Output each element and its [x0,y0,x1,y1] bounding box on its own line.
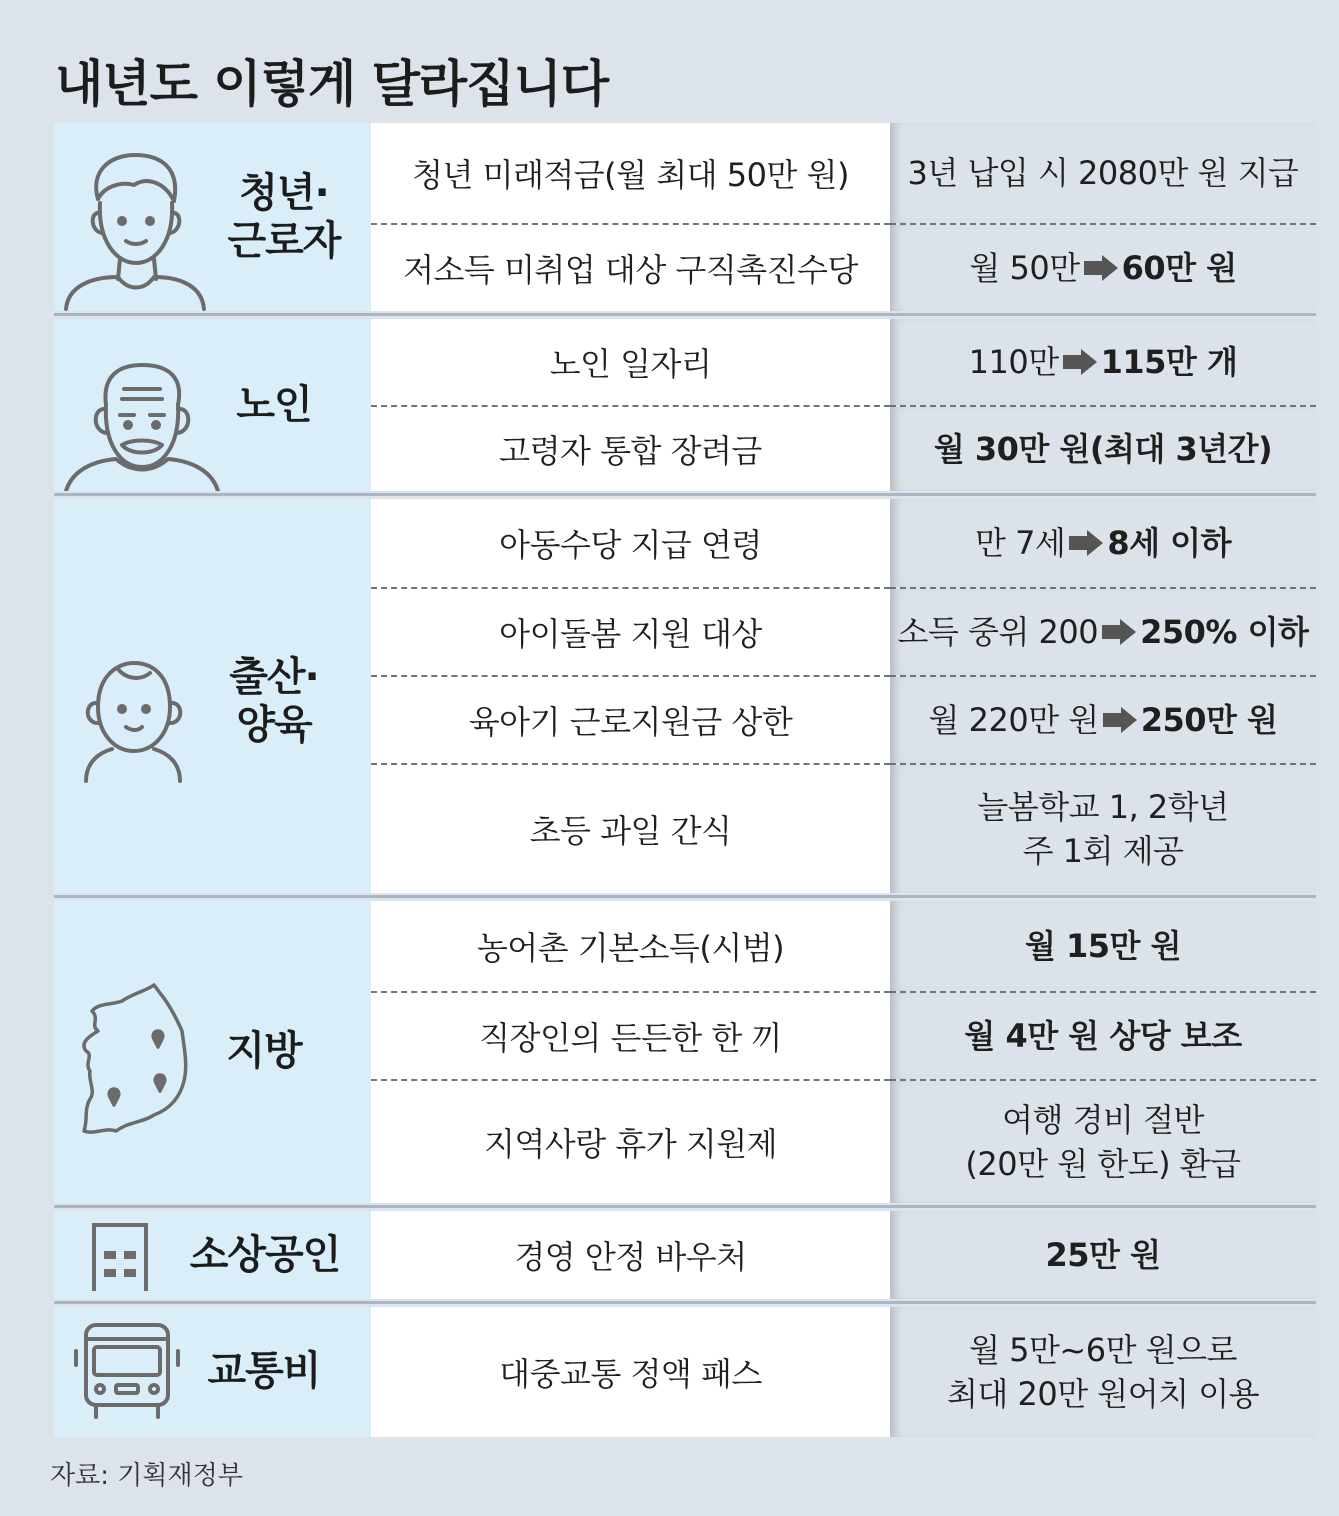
table-row [371,901,1316,991]
value-cell [890,223,1316,311]
value-cell [890,499,1316,587]
value-cell [890,991,1316,1079]
item-cell: 농어촌 기본소득(시범) [371,901,890,991]
value-from: 만 7세 [974,524,1066,562]
store-building-icon [90,1221,150,1293]
section-transport [54,1307,1316,1437]
item-cell: 육아기 근로지원금 상한 [371,675,890,763]
category-line: 지방 [226,1028,302,1074]
table-row [371,1079,1316,1203]
item-cell: 고령자 통합 장려금 [371,405,890,491]
category-line: 출산· [229,654,319,700]
page-title: 내년도 이렇게 달라집니다 [55,55,609,113]
value-to: 115만 개 [1100,343,1238,381]
section-elderly [54,319,1316,491]
arrow-right-icon [1084,255,1118,281]
table-row [371,499,1316,587]
category-label [204,169,364,265]
section-small-business [54,1211,1316,1299]
value-to: 250% 이하 [1140,613,1309,651]
rows [371,901,1316,1203]
section-regional [54,901,1316,1203]
item-cell: 아이돌봄 지원 대상 [371,587,890,675]
section-divider [54,1299,1316,1307]
value-to: 250만 원 [1140,701,1278,739]
category-regional [54,901,371,1203]
category-elderly [54,319,371,491]
category-label [214,381,334,429]
category-label [204,1027,324,1075]
bus-icon [72,1321,182,1421]
value-from: 월 220만 원 [928,701,1099,739]
policy-table [54,123,1316,1437]
arrow-right-icon [1102,619,1136,645]
item-cell: 아동수당 지급 연령 [371,499,890,587]
korea-map-icon [76,981,196,1141]
rows [371,319,1316,491]
arrow-right-icon [1103,707,1137,733]
category-line: 청년· [239,170,329,216]
arrow-right-icon [1069,530,1103,556]
section-childcare [54,499,1316,893]
value-from: 110만 [968,343,1059,381]
table-row [371,587,1316,675]
category-line: 교통비 [207,1348,321,1394]
rows [371,123,1316,311]
table-row [371,991,1316,1079]
value-cell: 3년 납입 시 2080만 원 지급 [890,123,1316,223]
category-small-business [54,1211,371,1299]
category-line: 소상공인 [189,1232,341,1278]
section-divider [54,311,1316,319]
table-row [371,1307,1316,1437]
source-note: 자료: 기획재정부 [50,1461,243,1491]
value-line: 늘봄학교 1, 2학년 [977,788,1229,826]
value-text: 월 30만 원(최대 3년간) [933,430,1273,468]
item-cell: 초등 과일 간식 [371,763,890,893]
section-divider [54,491,1316,499]
table-row [371,763,1316,893]
table-row [371,123,1316,223]
item-cell: 저소득 미취업 대상 구직촉진수당 [371,223,890,311]
category-label [194,1347,334,1395]
section-youth [54,123,1316,311]
section-divider [54,1203,1316,1211]
value-to: 8세 이하 [1107,524,1231,562]
value-line: 여행 경비 절반 [1002,1101,1204,1139]
value-text: 25만 원 [1045,1236,1161,1274]
value-cell [890,587,1316,675]
value-cell [890,1079,1316,1203]
category-label [214,653,334,749]
value-to: 60만 원 [1121,249,1237,287]
arrow-right-icon [1063,349,1097,375]
value-cell [890,901,1316,991]
value-line: 최대 20만 원어치 이용 [946,1375,1260,1413]
item-cell: 경영 안정 바우처 [371,1211,890,1299]
category-line: 양육 [236,702,312,748]
item-cell: 직장인의 든든한 한 끼 [371,991,890,1079]
rows [371,1211,1316,1299]
table-row [371,675,1316,763]
category-label [180,1231,350,1279]
value-cell [890,763,1316,893]
baby-icon [78,659,188,784]
category-youth [54,123,371,311]
young-man-icon [60,141,210,311]
category-transport [54,1307,371,1437]
item-cell: 청년 미래적금(월 최대 50만 원) [371,123,890,223]
category-line: 노인 [236,382,312,428]
rows [371,499,1316,893]
category-line: 근로자 [227,218,341,264]
value-text: 월 15만 원 [1024,927,1182,965]
category-childcare [54,499,371,893]
table-row [371,405,1316,491]
elderly-man-icon [62,359,222,494]
value-from: 소득 중위 200 [897,613,1099,651]
item-cell: 대중교통 정액 패스 [371,1307,890,1437]
value-cell [890,1307,1316,1437]
value-cell [890,405,1316,491]
value-line: 월 5만~6만 원으로 [969,1331,1237,1369]
section-divider [54,893,1316,901]
value-line: 주 1회 제공 [1022,832,1184,870]
value-line: (20만 원 한도) 환급 [965,1145,1241,1183]
rows [371,1307,1316,1437]
value-cell [890,675,1316,763]
table-row [371,319,1316,405]
item-cell: 노인 일자리 [371,319,890,405]
table-row [371,1211,1316,1299]
value-text: 월 4만 원 상당 보조 [964,1017,1242,1055]
table-row [371,223,1316,311]
item-cell: 지역사랑 휴가 지원제 [371,1079,890,1203]
value-from: 월 50만 [969,249,1080,287]
value-cell [890,1211,1316,1299]
value-cell [890,319,1316,405]
